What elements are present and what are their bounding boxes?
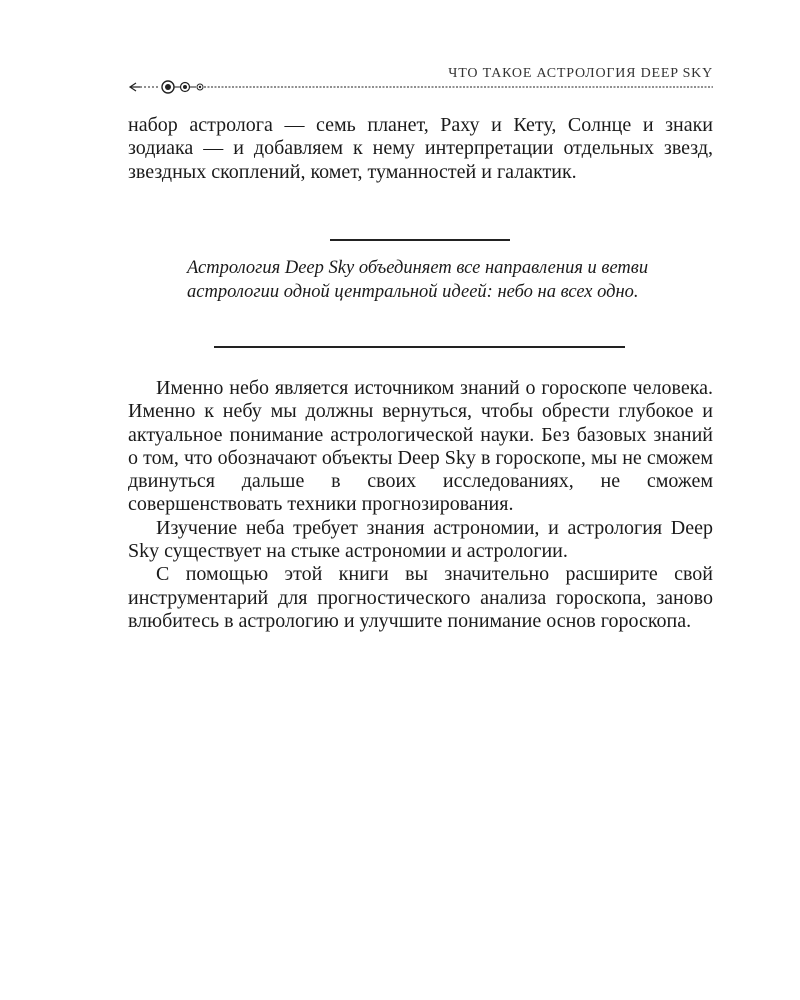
running-head-title: ЧТО ТАКОЕ АСТРОЛОГИЯ DEEP SKY [448,66,713,81]
quote-rule-bottom [214,346,625,348]
paragraph: Именно небо является источником знаний о гороскопе человека. Именно к небу мы должны вернуться, чтобы обрести глубокое и актуальное понимание астрологической науки. Без базовых знаний о том, что обозначают объекты Deep Sky в гороскопе, мы не сможем двинуться дальше в своих исследованиях, не сможем совершенствовать техники прогнозирования. [128,377,713,516]
text-after-quote [128,377,713,633]
quote-rule-top [330,239,510,241]
paragraph: С помощью этой книги вы значительно расширите свой инструментарий для прогностического анализа гороскопа, заново влюбитесь в астрологию и улучшите понимание основ гороскопа. [128,563,713,632]
running-head [128,66,713,96]
paragraph: набор астролога — семь планет, Раху и Кету, Солнце и знаки зодиака — и добавляем к нему интерпретации отдельных звезд, звездных скоплений, комет, туманностей и галактик. [128,114,713,183]
ornament-dot-medium [183,85,187,89]
pull-quote: Астрология Deep Sky объединяет все направления и ветви астрологии одной центральной идеей: небо на всех одно. [187,258,649,302]
header-ornament [128,80,713,94]
text-before-quote [128,114,713,184]
ornament-dot-small [199,86,201,88]
ornament-dot-large [165,84,171,90]
paragraph: Изучение неба требует знания астрономии, и астрология Deep Sky существует на стыке астрономии и астрологии. [128,516,713,563]
